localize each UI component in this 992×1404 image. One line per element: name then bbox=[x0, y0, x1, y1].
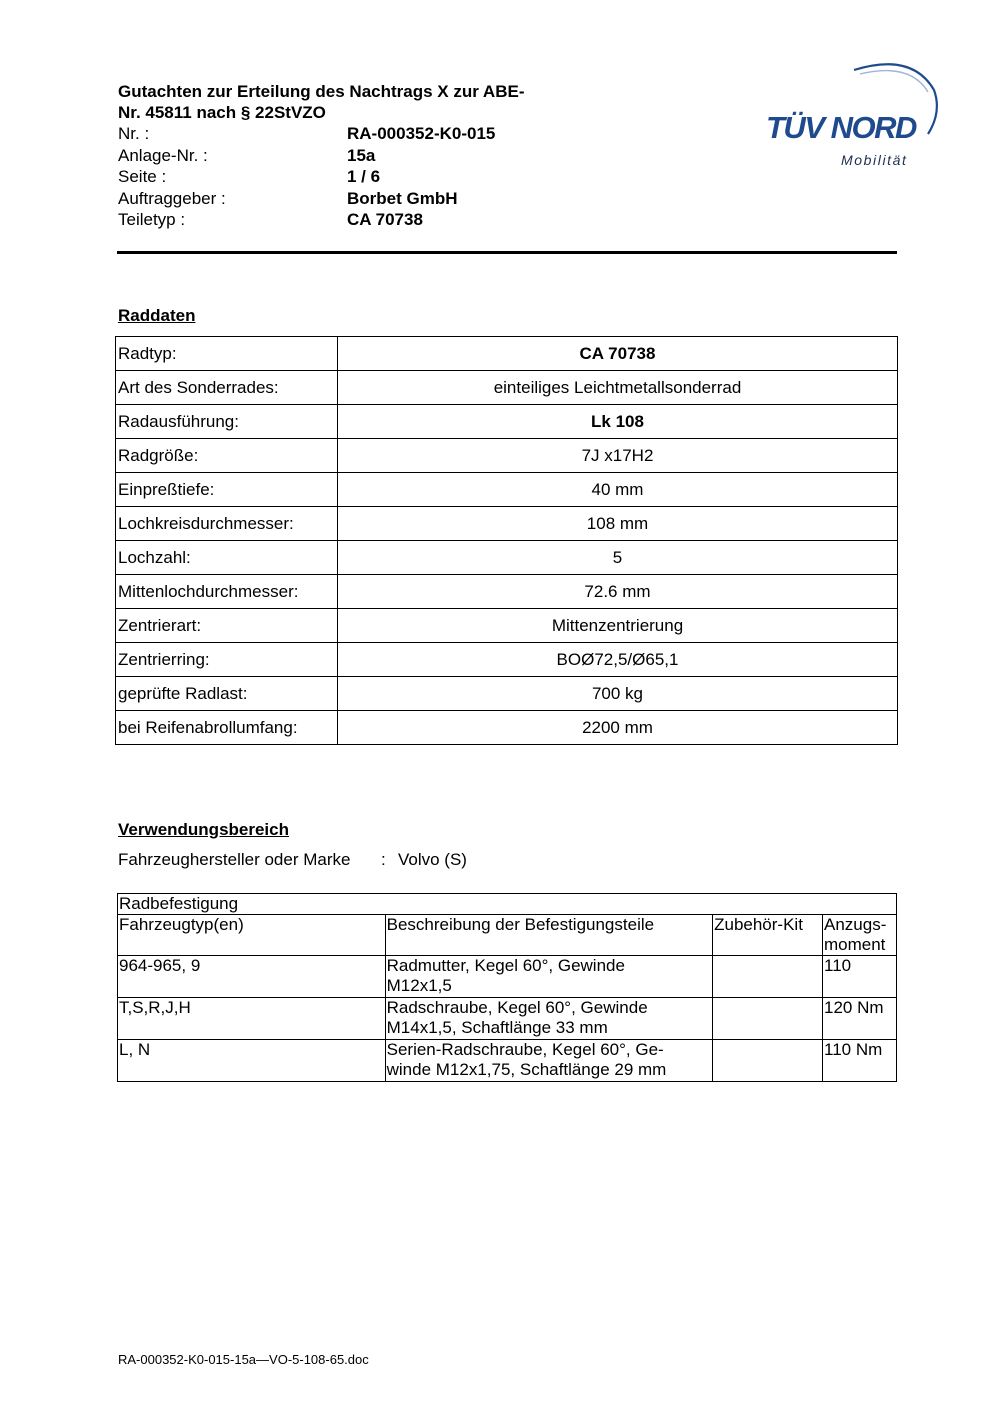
field-value: 15a bbox=[347, 145, 376, 165]
hersteller-colon: : bbox=[381, 850, 386, 869]
table-row bbox=[118, 998, 897, 1040]
row-label: bei Reifenabrollumfang: bbox=[116, 711, 338, 745]
description-line-2: winde M12x1,75, Schaftlänge 29 mm bbox=[386, 1060, 667, 1079]
cell-description bbox=[385, 998, 712, 1040]
table-row bbox=[118, 1040, 897, 1082]
header-fields bbox=[118, 123, 638, 231]
field-auftraggeber bbox=[118, 188, 638, 210]
field-value: 1 / 6 bbox=[347, 167, 381, 187]
column-header: Anzugs- moment bbox=[823, 915, 897, 956]
field-anlage-nr bbox=[118, 145, 638, 167]
row-label: Einpreßtiefe: bbox=[116, 473, 338, 507]
tuv-nord-logo bbox=[762, 60, 942, 172]
table-header-row bbox=[118, 915, 897, 956]
cell-description bbox=[385, 1040, 712, 1082]
row-label: Radgröße: bbox=[116, 439, 338, 473]
field-nr bbox=[118, 123, 638, 145]
hersteller-value: Volvo (S) bbox=[398, 850, 467, 869]
table-row bbox=[116, 609, 898, 643]
title-line-2: Nr. 45811 nach § 22StVZO bbox=[118, 103, 326, 122]
field-teiletyp bbox=[118, 209, 638, 231]
cell-moment: 120 Nm bbox=[823, 998, 897, 1040]
field-value: CA 70738 bbox=[347, 210, 423, 230]
description-line-2: M14x1,5, Schaftlänge 33 mm bbox=[386, 1018, 608, 1037]
cell-description bbox=[385, 956, 712, 998]
row-label: Lochkreisdurchmesser: bbox=[116, 507, 338, 541]
raddaten-table bbox=[115, 336, 898, 745]
table-row bbox=[116, 711, 898, 745]
table-row bbox=[116, 643, 898, 677]
row-value: 7J x17H2 bbox=[338, 439, 898, 473]
table-row bbox=[116, 507, 898, 541]
row-value: 2200 mm bbox=[338, 711, 898, 745]
row-label: Radtyp: bbox=[116, 337, 338, 371]
table-row bbox=[116, 677, 898, 711]
cell-typ: T,S,R,J,H bbox=[118, 998, 386, 1040]
hersteller-label: Fahrzeughersteller oder Marke bbox=[118, 850, 351, 869]
field-label: Teiletyp : bbox=[118, 210, 186, 230]
logo-subtitle: Mobilität bbox=[841, 152, 908, 168]
cell-kit bbox=[713, 1040, 823, 1082]
description-line-1: Radschraube, Kegel 60°, Gewinde bbox=[386, 998, 648, 1017]
row-value: 72.6 mm bbox=[338, 575, 898, 609]
header-divider bbox=[117, 251, 897, 254]
cell-kit bbox=[713, 956, 823, 998]
column-header: Zubehör-Kit bbox=[713, 915, 823, 956]
cell-typ: 964-965, 9 bbox=[118, 956, 386, 998]
hersteller-line bbox=[118, 850, 618, 872]
row-value: BOØ72,5/Ø65,1 bbox=[338, 643, 898, 677]
cell-typ: L, N bbox=[118, 1040, 386, 1082]
table-caption-row bbox=[118, 894, 897, 915]
table-row bbox=[116, 473, 898, 507]
table-row bbox=[116, 405, 898, 439]
field-seite bbox=[118, 166, 638, 188]
column-header: Beschreibung der Befestigungsteile bbox=[385, 915, 712, 956]
table-caption: Radbefestigung bbox=[118, 894, 897, 915]
row-value: CA 70738 bbox=[338, 337, 898, 371]
row-value: einteiliges Leichtmetallsonderrad bbox=[338, 371, 898, 405]
description-line-1: Serien-Radschraube, Kegel 60°, Ge- bbox=[386, 1040, 664, 1059]
table-row bbox=[116, 575, 898, 609]
column-header: Fahrzeugtyp(en) bbox=[118, 915, 386, 956]
raddaten-heading: Raddaten bbox=[118, 306, 196, 325]
field-value: Borbet GmbH bbox=[347, 188, 458, 208]
row-label: Lochzahl: bbox=[116, 541, 338, 575]
row-value: 108 mm bbox=[338, 507, 898, 541]
row-value: 700 kg bbox=[338, 677, 898, 711]
row-value: 40 mm bbox=[338, 473, 898, 507]
field-label: Auftraggeber : bbox=[118, 188, 226, 208]
title-line-1: Gutachten zur Erteilung des Nachtrags X zur ABE- bbox=[118, 82, 525, 101]
table-row bbox=[116, 439, 898, 473]
footer-filename: RA-000352-K0-015-15a—VO-5-108-65.doc bbox=[118, 1352, 369, 1367]
row-label: Mittenlochdurchmesser: bbox=[116, 575, 338, 609]
table-row bbox=[116, 371, 898, 405]
field-value: RA-000352-K0-015 bbox=[347, 124, 496, 143]
field-label: Seite : bbox=[118, 167, 167, 187]
document-title bbox=[118, 81, 588, 123]
row-label: Zentrierring: bbox=[116, 643, 338, 677]
row-value: 5 bbox=[338, 541, 898, 575]
table-row bbox=[116, 541, 898, 575]
table-row bbox=[118, 956, 897, 998]
cell-kit bbox=[713, 998, 823, 1040]
row-label: Art des Sonderrades: bbox=[116, 371, 338, 405]
cell-moment: 110 bbox=[823, 956, 897, 998]
table-row bbox=[116, 337, 898, 371]
description-line-1: Radmutter, Kegel 60°, Gewinde bbox=[386, 956, 625, 975]
row-label: Radausführung: bbox=[116, 405, 338, 439]
row-label: Zentrierart: bbox=[116, 609, 338, 643]
row-value: Mittenzentrierung bbox=[338, 609, 898, 643]
description-line-2: M12x1,5 bbox=[386, 976, 452, 995]
logo-wordmark: TÜV NORD bbox=[766, 110, 916, 145]
field-label: Anlage-Nr. : bbox=[118, 145, 208, 165]
cell-moment: 110 Nm bbox=[823, 1040, 897, 1082]
verwendungsbereich-heading: Verwendungsbereich bbox=[118, 820, 289, 839]
radbefestigung-table bbox=[117, 893, 897, 1082]
row-value: Lk 108 bbox=[338, 405, 898, 439]
field-label: Nr. : bbox=[118, 124, 150, 143]
row-label: geprüfte Radlast: bbox=[116, 677, 338, 711]
